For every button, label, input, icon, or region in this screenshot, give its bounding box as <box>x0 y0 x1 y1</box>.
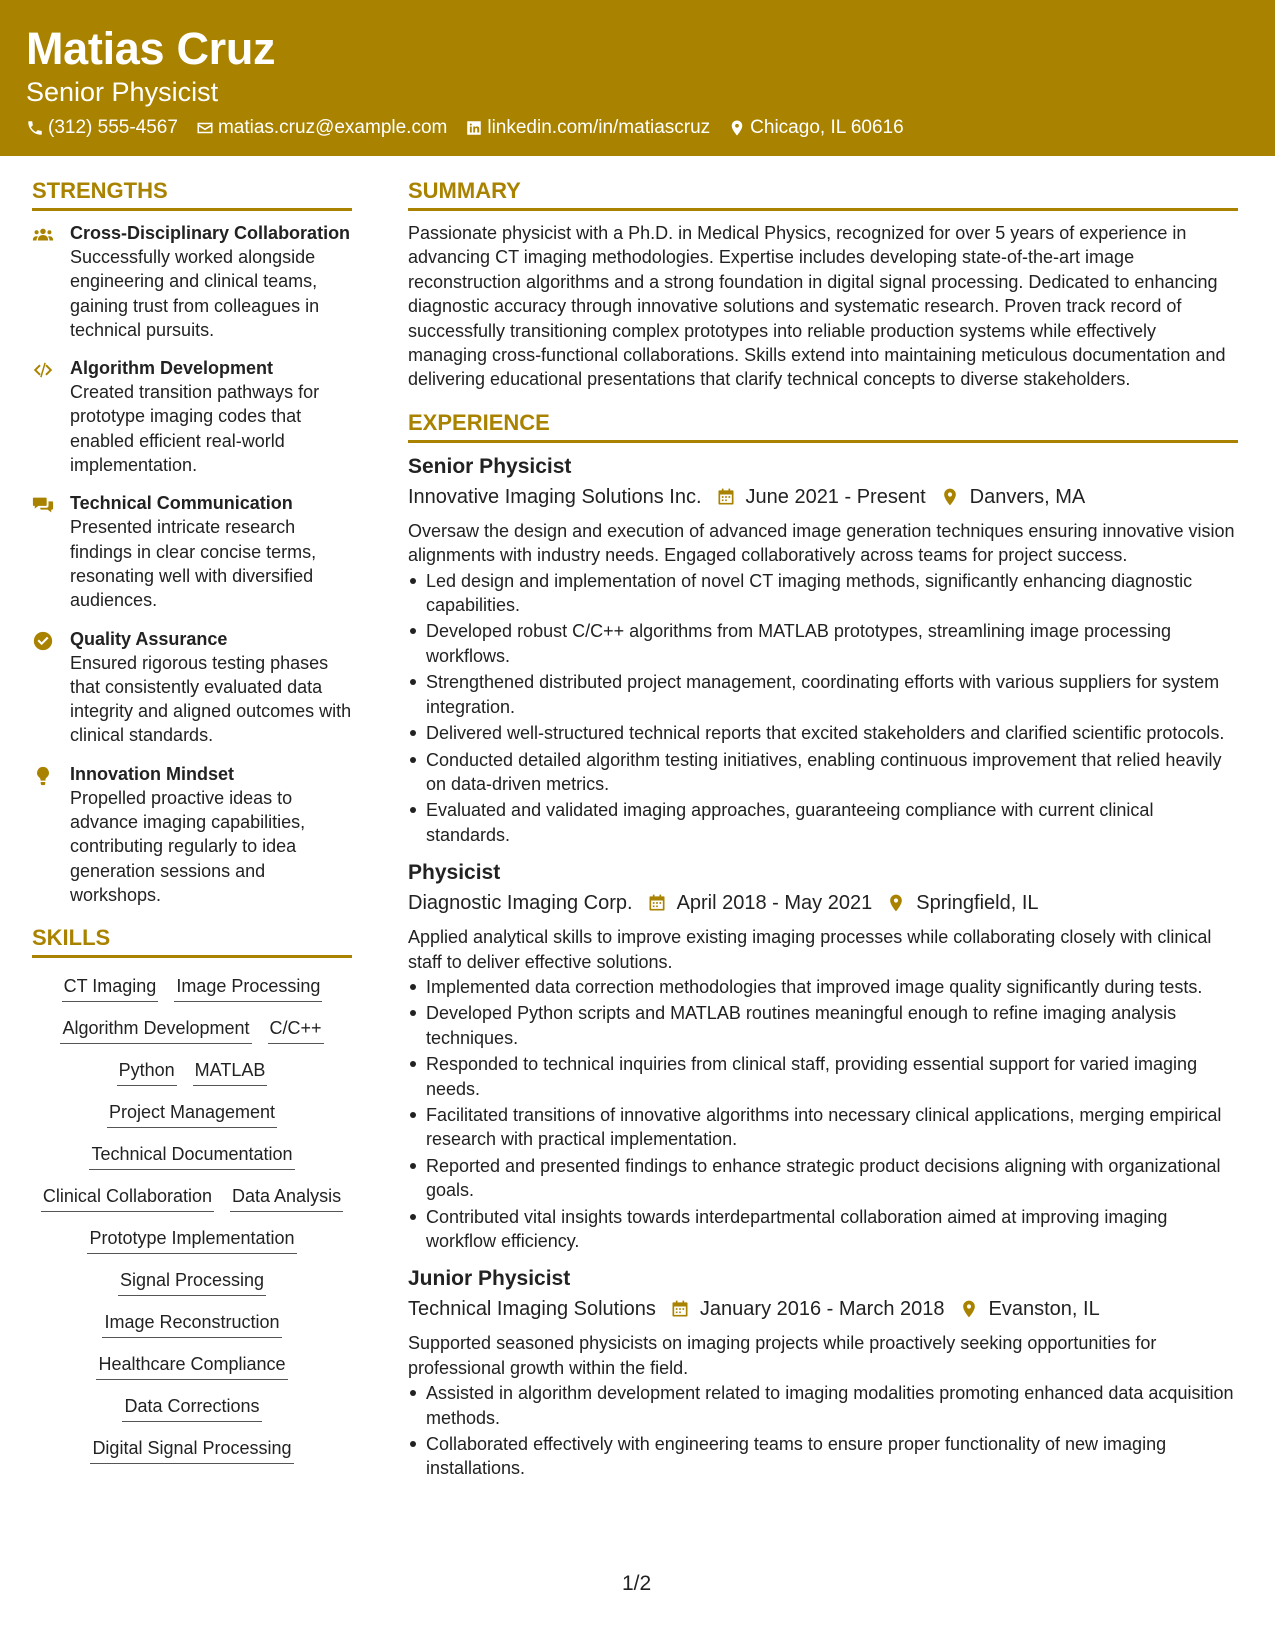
users-icon <box>32 224 54 246</box>
location-text: Chicago, IL 60616 <box>750 117 904 138</box>
strength-description: Presented intricate research findings in clear concise terms, resonating well with diversified audiences. <box>70 517 317 611</box>
skill-tag: Data Analysis <box>230 1184 343 1212</box>
job-entry <box>408 1265 1238 1480</box>
job-meta <box>408 889 1238 917</box>
job-title: Junior Physicist <box>408 1267 571 1291</box>
bullet-item: Strengthened distributed project management, coordinating efforts with various suppliers for system integration. <box>408 670 1238 719</box>
job-company: Innovative Imaging Solutions Inc. <box>408 485 702 508</box>
map-pin-icon <box>886 893 906 913</box>
strength-title: Cross-Disciplinary Collaboration <box>70 223 351 243</box>
bullet-item: Assisted in algorithm development related to imaging modalities promoting enhanced data acquisition methods. <box>408 1381 1238 1430</box>
job-bullets <box>408 975 1238 1253</box>
strength-item <box>32 491 352 612</box>
job-entry <box>408 859 1238 1253</box>
bullet-item: Reported and presented findings to enhance strategic product decisions aligning with organizational goals. <box>408 1154 1238 1203</box>
strength-title: Algorithm Development <box>70 358 274 379</box>
envelope-icon <box>196 119 214 137</box>
skill-tag: Signal Processing <box>118 1268 266 1296</box>
job-description: Oversaw the design and execution of advanced image generation techniques ensuring innovative vision alignments with industry needs. Engaged collaboratively across teams for project success. <box>408 520 1235 566</box>
email-text: matias.cruz@example.com <box>217 117 448 138</box>
experience-heading: EXPERIENCE <box>408 408 1238 443</box>
job-meta <box>408 483 1238 511</box>
strength-item <box>32 356 352 477</box>
skill-tag: C/C++ <box>268 1016 324 1044</box>
bullet-item: Implemented data correction methodologies that improved image quality significantly during tests. <box>408 975 1238 999</box>
skill-tag: Digital Signal Processing <box>90 1436 293 1464</box>
code-icon <box>32 359 54 381</box>
bullet-item: Developed Python scripts and MATLAB routines meaningful enough to refine imaging analysis techniques. <box>408 1001 1238 1050</box>
job-location: Danvers, MA <box>969 485 1086 508</box>
job-meta <box>408 1295 1238 1323</box>
page-number: 1/2 <box>622 1572 652 1595</box>
bullet-item: Facilitated transitions of innovative algorithms into necessary clinical applications, merging empirical research with practical implementation. <box>408 1103 1238 1152</box>
linkedin-icon <box>465 119 483 137</box>
calendar-icon <box>716 487 736 507</box>
strength-item <box>32 762 352 907</box>
skill-tag: CT Imaging <box>62 974 159 1002</box>
strength-description: Created transition pathways for prototype imaging codes that enabled efficient real-world implementation. <box>70 382 320 476</box>
skill-tag: Algorithm Development <box>60 1016 251 1044</box>
skill-tag: MATLAB <box>193 1058 268 1086</box>
strengths-heading: STRENGTHS <box>32 176 352 211</box>
job-bullets <box>408 1381 1238 1481</box>
bullet-item: Collaborated effectively with engineering teams to ensure proper functionality of new imaging installations. <box>408 1432 1238 1481</box>
skill-tag: Technical Documentation <box>89 1142 294 1170</box>
calendar-icon <box>647 893 667 913</box>
bullet-item: Responded to technical inquiries from clinical staff, providing essential support for varied imaging needs. <box>408 1052 1238 1101</box>
map-pin-icon <box>959 1299 979 1319</box>
calendar-icon <box>670 1299 690 1319</box>
strength-description: Successfully worked alongside engineering and clinical teams, gaining trust from colleagues in technical pursuits. <box>70 247 320 340</box>
strength-title: Innovation Mindset <box>70 763 234 784</box>
bullet-item: Developed robust C/C++ algorithms from MATLAB prototypes, streamlining image processing workflows. <box>408 619 1238 668</box>
bullet-item: Evaluated and validated imaging approaches, guaranteeing compliance with current clinical standards. <box>408 798 1238 847</box>
job-dates: April 2018 - May 2021 <box>676 892 873 915</box>
contact-phone[interactable] <box>26 116 178 140</box>
candidate-title: Senior Physicist <box>26 77 219 107</box>
summary-text: Passionate physicist with a Ph.D. in Medical Physics, recognized for over 5 years of experience in advancing CT imaging methodologies. Expertise includes developing state-of-the-art image reconstruction algorithms and a strong foundation in digital signal processing. Dedicated to enhancing diagnostic accuracy through innovative solutions and systematic research. Proven track record of successfully transitioning complex prototypes into reliable production systems while effectively managing cross-functional collaborations. Skills extend into maintaining meticulous documentation and delivering educational presentations that clarify technical concepts to diverse stakeholders. <box>408 223 1226 390</box>
contact-bar <box>26 116 1249 140</box>
bullet-item: Conducted detailed algorithm testing initiatives, enabling continuous improvement that relied heavily on data-driven metrics. <box>408 748 1238 797</box>
job-entry <box>408 453 1238 847</box>
phone-text: (312) 555-4567 <box>48 117 178 138</box>
job-title: Physicist <box>408 861 501 885</box>
map-pin-icon <box>940 487 960 507</box>
skill-tag: Project Management <box>107 1100 277 1128</box>
comments-icon <box>32 494 54 516</box>
job-dates: January 2016 - March 2018 <box>699 1298 945 1321</box>
check-circle-icon <box>32 630 54 652</box>
job-location: Evanston, IL <box>988 1298 1100 1321</box>
job-company: Technical Imaging Solutions <box>408 1298 656 1321</box>
job-company: Diagnostic Imaging Corp. <box>408 892 633 915</box>
left-column <box>32 176 352 1472</box>
bullet-item: Led design and implementation of novel CT imaging methods, significantly enhancing diagnostic capabilities. <box>408 569 1238 618</box>
summary-heading: SUMMARY <box>408 176 1238 211</box>
skill-tag: Prototype Implementation <box>87 1226 296 1254</box>
skill-tag: Data Corrections <box>122 1394 261 1422</box>
contact-email[interactable] <box>196 116 447 140</box>
strength-description: Propelled proactive ideas to advance imaging capabilities, contributing regularly to idea generation sessions and workshops. <box>70 787 306 905</box>
job-title: Senior Physicist <box>408 454 572 478</box>
skills-heading: SKILLS <box>32 923 352 958</box>
right-column <box>408 176 1238 1493</box>
bullet-item: Contributed vital insights towards interdepartmental collaboration aimed at improving imaging workflow efficiency. <box>408 1205 1238 1254</box>
job-location: Springfield, IL <box>916 892 1039 915</box>
skills-list <box>32 968 352 1472</box>
strength-description: Ensured rigorous testing phases that consistently evaluated data integrity and aligned outcomes with clinical standards. <box>70 652 352 746</box>
candidate-name: Matias Cruz <box>26 23 276 74</box>
skill-tag: Healthcare Compliance <box>96 1352 287 1380</box>
strength-title: Quality Assurance <box>70 628 228 649</box>
skill-tag: Image Processing <box>174 974 322 1002</box>
job-description: Supported seasoned physicists on imaging projects while proactively seeking opportunities for professional growth within the field. <box>408 1333 1157 1378</box>
skill-tag: Image Reconstruction <box>102 1310 281 1338</box>
job-description: Applied analytical skills to improve existing imaging processes while collaborating closely with clinical staff to deliver effective solutions. <box>408 927 1212 972</box>
strength-title: Technical Communication <box>70 493 293 514</box>
phone-icon <box>26 119 44 137</box>
contact-location <box>728 116 904 140</box>
skill-tag: Clinical Collaboration <box>41 1184 214 1212</box>
skill-tag: Python <box>117 1058 177 1086</box>
linkedin-text: linkedin.com/in/matiascruz <box>487 117 711 138</box>
job-bullets <box>408 569 1238 847</box>
resume-header <box>0 0 1275 156</box>
job-dates: June 2021 - Present <box>745 485 926 508</box>
map-pin-icon <box>728 119 746 137</box>
lightbulb-icon <box>32 765 54 787</box>
strength-item <box>32 221 352 342</box>
bullet-item: Delivered well-structured technical reports that excited stakeholders and clarified scientific protocols. <box>408 721 1238 745</box>
strength-item <box>32 627 352 748</box>
contact-linkedin[interactable] <box>465 116 710 140</box>
